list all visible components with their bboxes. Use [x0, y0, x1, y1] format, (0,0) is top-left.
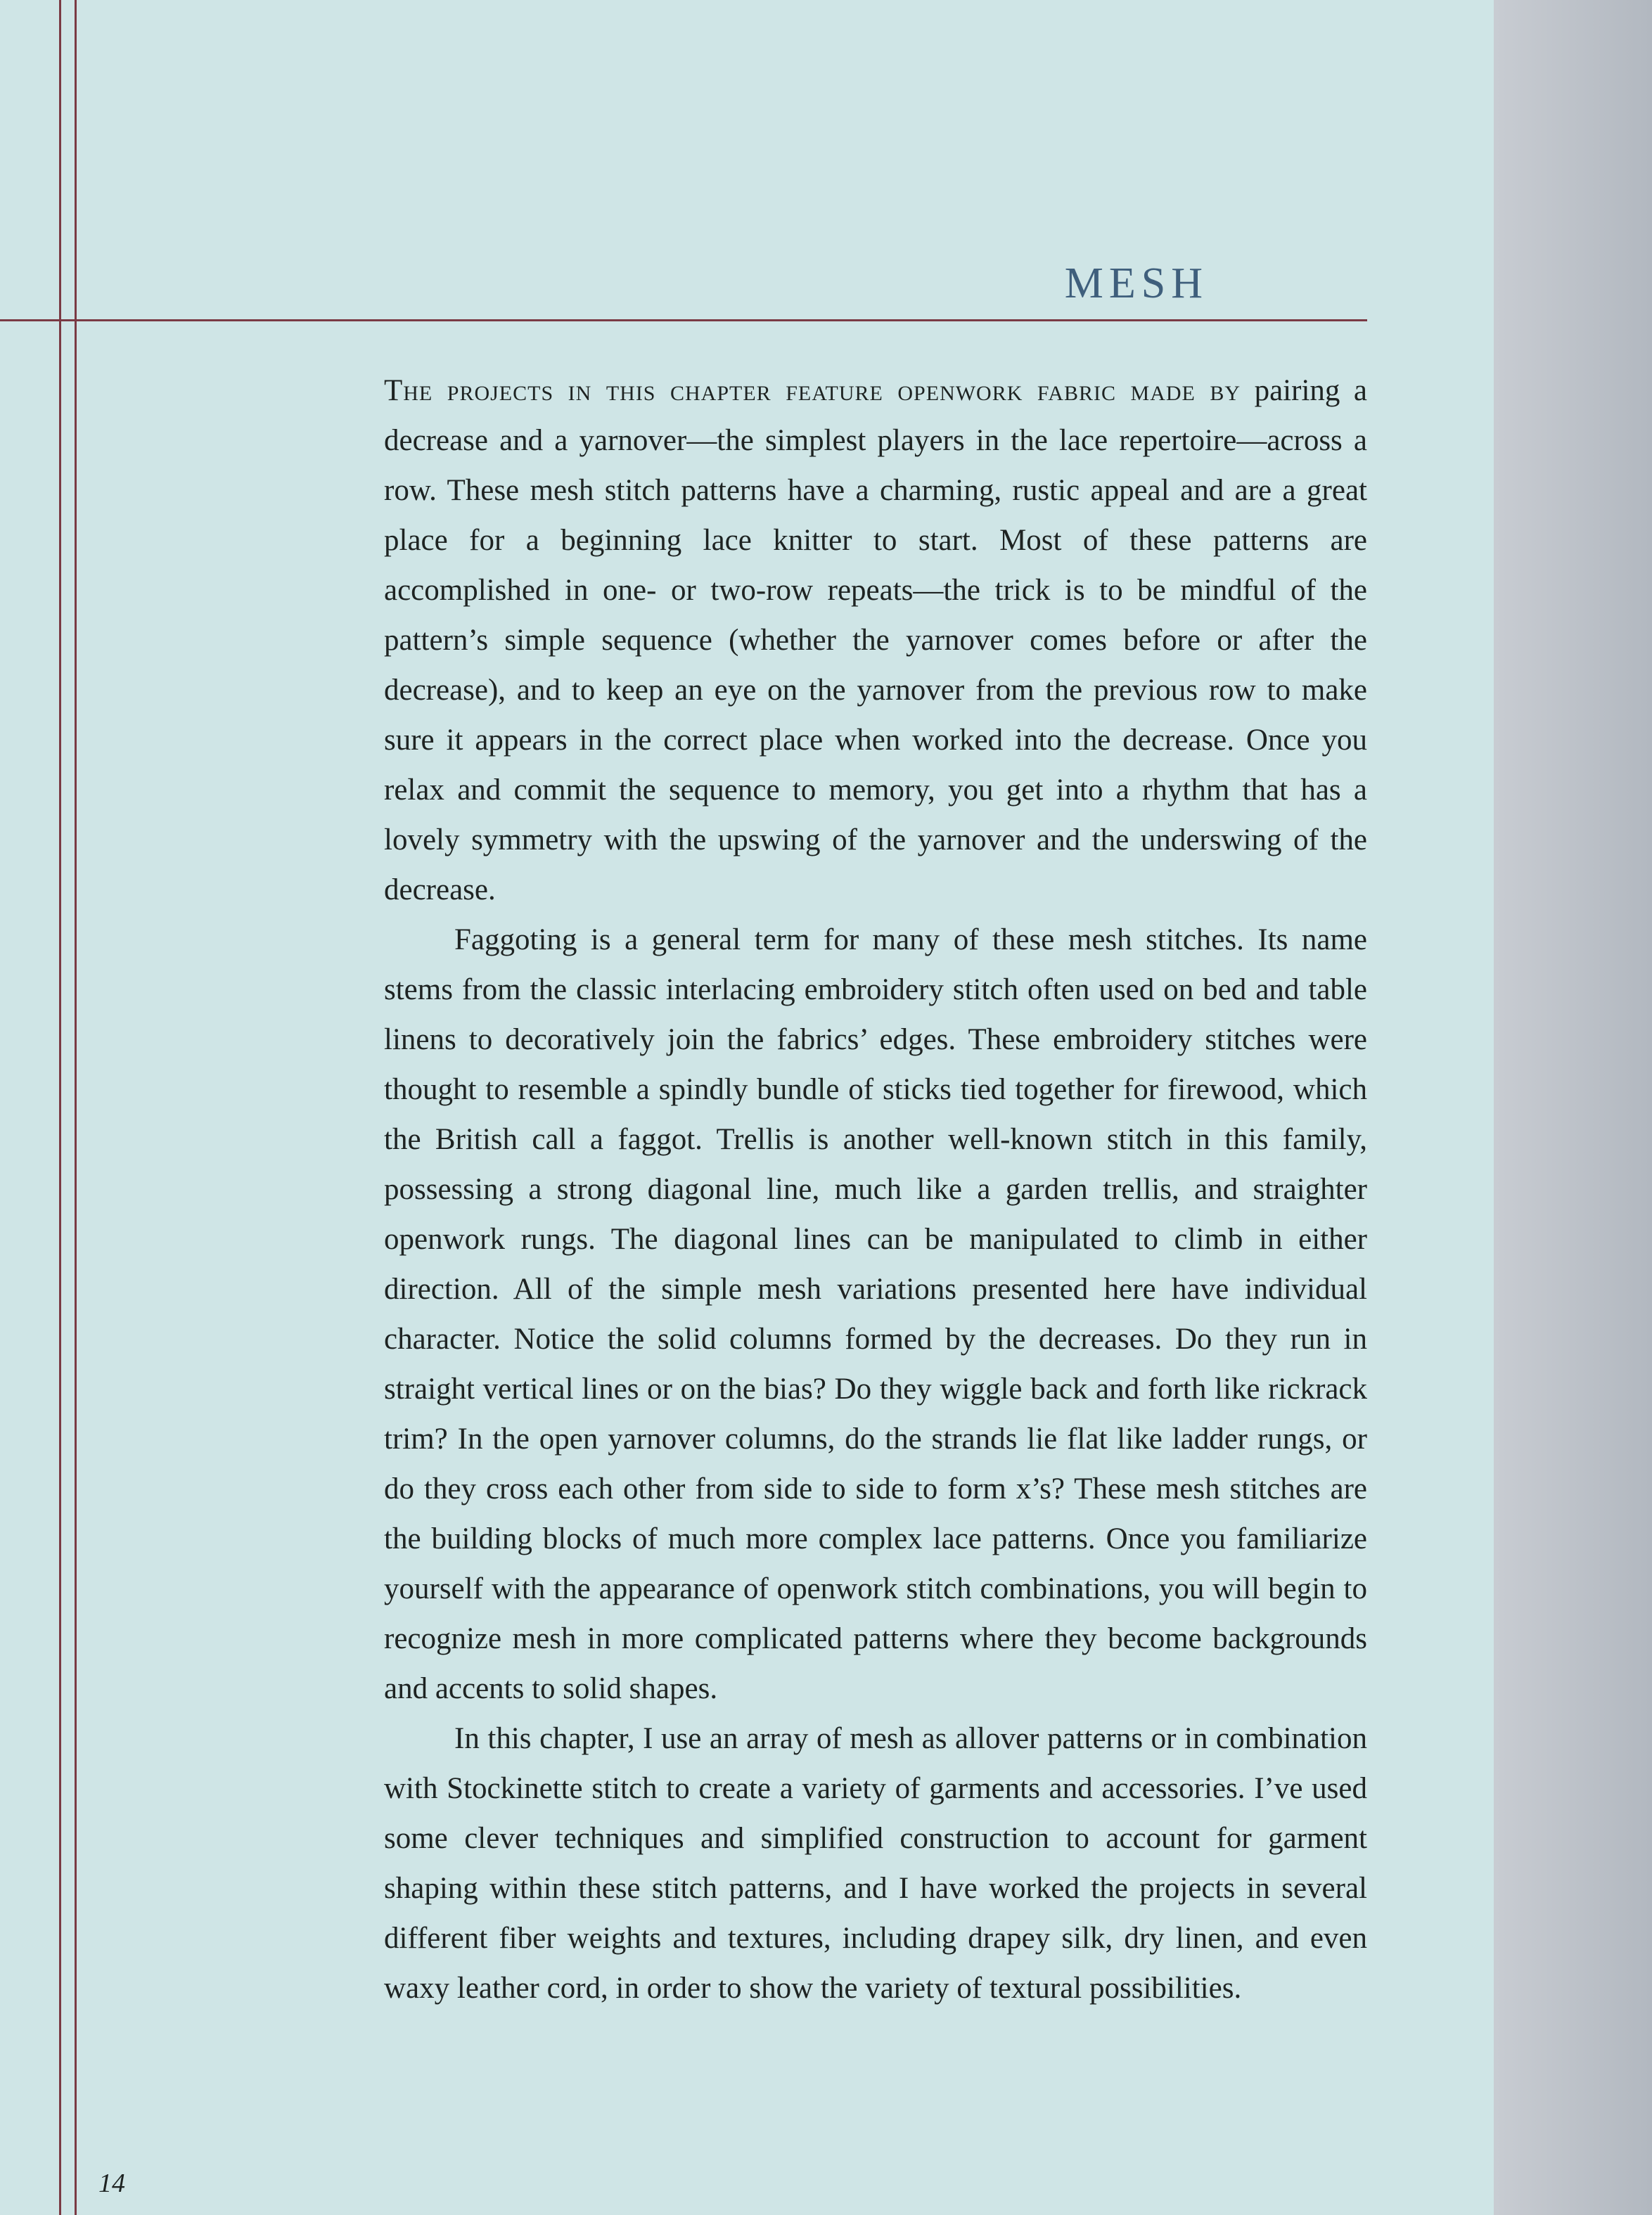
paragraph-lead-in: The projects in this chapter feature openwork fabric made by [384, 374, 1241, 407]
title-rule [0, 319, 1367, 321]
margin-rule-right [75, 0, 77, 2215]
body-text [384, 366, 1367, 2013]
margin-rule-left [59, 0, 61, 2215]
paragraph-3 [384, 1714, 1367, 2013]
paragraph-2 [384, 915, 1367, 1714]
paragraph-1-text: pairing a decrease and a yarnover—the simplest players in the lace repertoire—across a row. These mesh stitch patterns have a charming, rustic appeal and are a great place for a beginning lace knitter to start. Most of these patterns are accomplished in one- or two-row repeats—the trick is to be mindful of the pattern’s simple sequence (whether the yarnover comes before or after the decrease), and to keep an eye on the yarnover from the previous row to make sure it appears in the correct place when worked into the decrease. Once you relax and commit the sequence to memory, you get into a rhythm that has a lovely symmetry with the upswing of the yarnover and the underswing of the decrease. [384, 374, 1367, 906]
paragraph-3-text: In this chapter, I use an array of mesh as allover patterns or in combination with Stockinette stitch to create a variety of garments and accessories. I’ve used some clever techniques and simplified construction to account for garment shaping within these stitch patterns, and I have worked the projects in several different fiber weights and textures, including drapey silk, dry linen, and even waxy leather cord, in order to show the variety of textural possibilities. [384, 1722, 1367, 2005]
paragraph-2-text: Faggoting is a general term for many of these mesh stitches. Its name stems from the classic interlacing embroidery stitch often used on bed and table linens to decoratively join the fabrics’ edges. These embroidery stitches were thought to resemble a spindly bundle of sticks tied together for firewood, which the British call a faggot. Trellis is another well-known stitch in this family, possessing a strong diagonal line, much like a garden trellis, and straighter openwork rungs. The diagonal lines can be manipulated to climb in either direction. All of the simple mesh variations presented here have individual character. Notice the solid columns formed by the decreases. Do they run in straight vertical lines or on the bias? Do they wiggle back and forth like rickrack trim? In the open yarnover columns, do the strands lie flat like ladder rungs, or do they cross each other from side to side to form x’s? These mesh stitches are the building blocks of much more complex lace patterns. Once you familiarize yourself with the appearance of openwork stitch combinations, you will begin to recognize mesh in more complicated patterns where they become backgrounds and accents to solid shapes. [384, 923, 1367, 1705]
paragraph-1 [384, 366, 1367, 915]
chapter-title: MESH [1064, 259, 1208, 307]
page-number: 14 [98, 2169, 125, 2198]
page-edge-shadow [1494, 0, 1652, 2215]
